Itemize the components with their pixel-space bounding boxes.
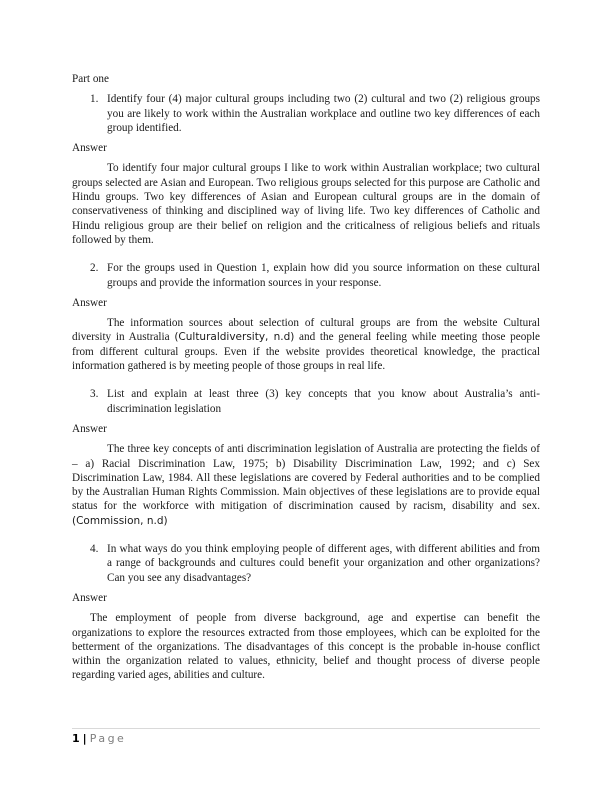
answer-3-text — [72, 442, 540, 528]
answer-1-text: To identify four major cultural groups I like to work within Australian workplace; two cultural groups selected are Asian and European. Two religious groups selected for this purpose are Catholic and Hindu groups. Two key differences of Asian and European cultural groups are in the domain of conservativeness of thinking and disciplined way of living life. Two key differences of Catholic and Hindu religious group are their belief on religion and the criticalness of religious beliefs and rituals followed by them. — [72, 162, 540, 246]
answer-label: Answer — [72, 591, 107, 604]
question-number: 2. — [90, 262, 99, 275]
answer-text-part: The three key concepts of anti discrimination legislation of Australia are protecting the fields of – a) Racial Discrimination Law, 1975; b) Disability Discrimination Law, 1992; and c) Sex Discrimination Law, 1984. All these legislations are covered by Federal authorities and to be complied by the Australian Human Rights Commission. Main objectives of these legislations are to provide equal status for the workforce with mitigation of discrimination caused by racism, disability and sex. — [72, 443, 540, 513]
citation: (Culturaldiversity, n.d) — [174, 331, 295, 344]
answer-2-text — [72, 316, 540, 373]
question-number: 3. — [90, 388, 99, 401]
page-number: 1 — [72, 732, 80, 745]
question-number: 4. — [90, 543, 99, 556]
question-1 — [72, 92, 540, 135]
document-page — [72, 66, 540, 683]
question-text: List and explain at least three (3) key concepts that you know about Australia’s anti-discrimination legislation — [107, 388, 540, 415]
answer-text-part: and the general feeling while meeting those people from different cultural groups. Even if the website provides theoretical knowledge, the practical information gathered is by meeting people of those groups in real life. — [72, 331, 540, 373]
question-text: Identify four (4) major cultural groups including two (2) cultural and two (2) religious groups you are likely to work within the Australian workplace and outline two key differences of each group identified. — [107, 93, 540, 134]
question-2 — [72, 261, 540, 290]
question-3 — [72, 387, 540, 416]
footer-separator: | — [82, 732, 87, 745]
page-label: Page — [89, 732, 127, 745]
question-text: In what ways do you think employing people of different ages, with different abilities and from a range of backgrounds and cultures could benefit your organization and other organizations? Can you see any disadvantages? — [107, 543, 540, 584]
section-title: Part one — [72, 73, 109, 85]
answer-label: Answer — [72, 422, 107, 435]
question-number: 1. — [90, 93, 99, 106]
answer-label: Answer — [72, 296, 107, 309]
answer-label: Answer — [72, 142, 107, 155]
question-text: For the groups used in Question 1, explain how did you source information on these cultural groups and provide the information sources in your response. — [107, 262, 540, 289]
page-footer — [72, 728, 540, 745]
question-4 — [72, 542, 540, 585]
answer-text-part: The information sources about selection of cultural groups are from the website Cultural diversity in Australia — [72, 317, 540, 344]
citation: (Commission, n.d) — [72, 514, 168, 527]
answer-4-text: The employment of people from diverse background, age and expertise can benefit the organizations to explore the resources extracted from those employees, which can be exploited for the betterment of the organizations. The disadvantages of this concept is the probable in-house conflict within the organization related to values, ethnicity, belief and thought process of diverse people regarding varied ages, abilities and culture. — [72, 612, 540, 682]
